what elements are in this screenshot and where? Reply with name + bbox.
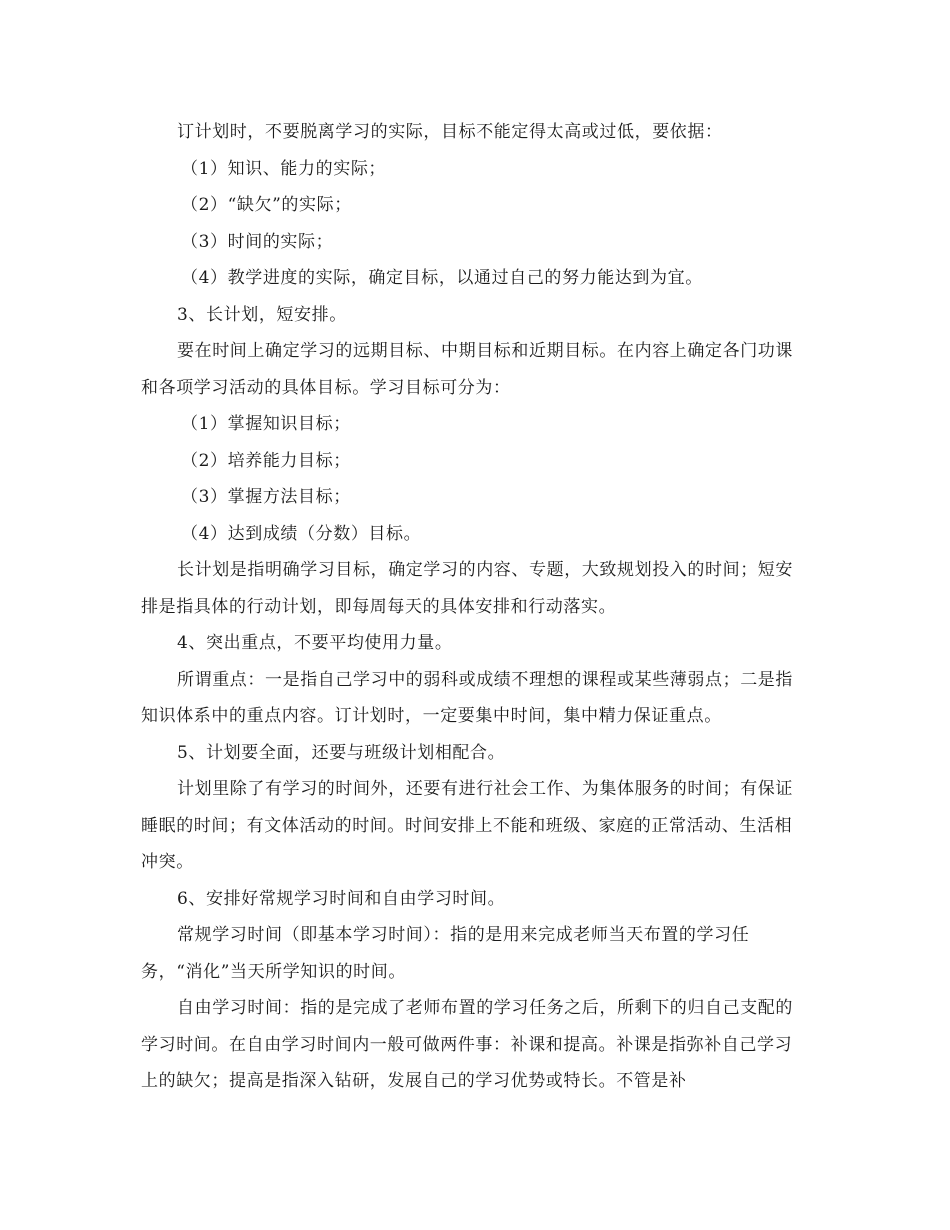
- list-item: （3）掌握方法目标；: [181, 487, 351, 507]
- section-heading: 4、突出重点，不要平均使用力量。: [177, 633, 453, 653]
- list-item: （4）教学进度的实际，确定目标，以通过自己的努力能达到为宜。: [181, 268, 703, 288]
- list-item: （1）知识、能力的实际；: [181, 158, 387, 179]
- paragraph: 长计划是指明确学习目标，确定学习的内容、专题，大致规划投入的时间；短安排是指具体的行动计划，即每周每天的具体安排和行动落实。: [141, 560, 793, 617]
- list-item: （3）时间的实际；: [181, 231, 334, 252]
- paragraph: 所谓重点：一是指自己学习中的弱科或成绩不理想的课程或某些薄弱点；二是指知识体系中的重点内容。订计划时，一定要集中时间，集中精力保证重点。: [141, 669, 793, 726]
- section-heading: 5、计划要全面，还要与班级计划相配合。: [177, 742, 506, 763]
- paragraph: 要在时间上确定学习的远期目标、中期目标和近期目标。在内容上确定各门功课和各项学习活动的具体目标。学习目标可分为：: [141, 341, 793, 398]
- paragraph: 计划里除了有学习的时间外，还要有进行社会工作、为集体服务的时间；有保证睡眠的时间；有文体活动的时间。时间安排上不能和班级、家庭的正常活动、生活相冲突。: [141, 779, 793, 872]
- section-heading: 3、长计划，短安排。: [177, 304, 347, 325]
- paragraph: 自由学习时间：指的是完成了老师布置的学习任务之后，所剩下的归自己支配的学习时间。在自由学习时间内一般可做两件事：补课和提高。补课是指弥补自己学习上的缺欠；提高是指深入钻研，发展自己的学习优势或特长。不管是补: [141, 998, 793, 1091]
- paragraph: 订计划时，不要脱离学习的实际，目标不能定得太高或过低，要依据：: [177, 122, 723, 142]
- list-item: （1）掌握知识目标；: [181, 414, 351, 434]
- section-heading: 6、安排好常规学习时间和自由学习时间。: [177, 888, 506, 909]
- list-item: （4）达到成绩（分数）目标。: [181, 523, 422, 544]
- paragraph: 常规学习时间（即基本学习时间）：指的是用来完成老师当天布置的学习任务，“消化”当天所学知识的时间。: [141, 925, 750, 982]
- list-item: （2）“缺欠”的实际；: [181, 195, 352, 215]
- document-body: [141, 114, 806, 1100]
- list-item: （2）培养能力目标；: [181, 450, 351, 471]
